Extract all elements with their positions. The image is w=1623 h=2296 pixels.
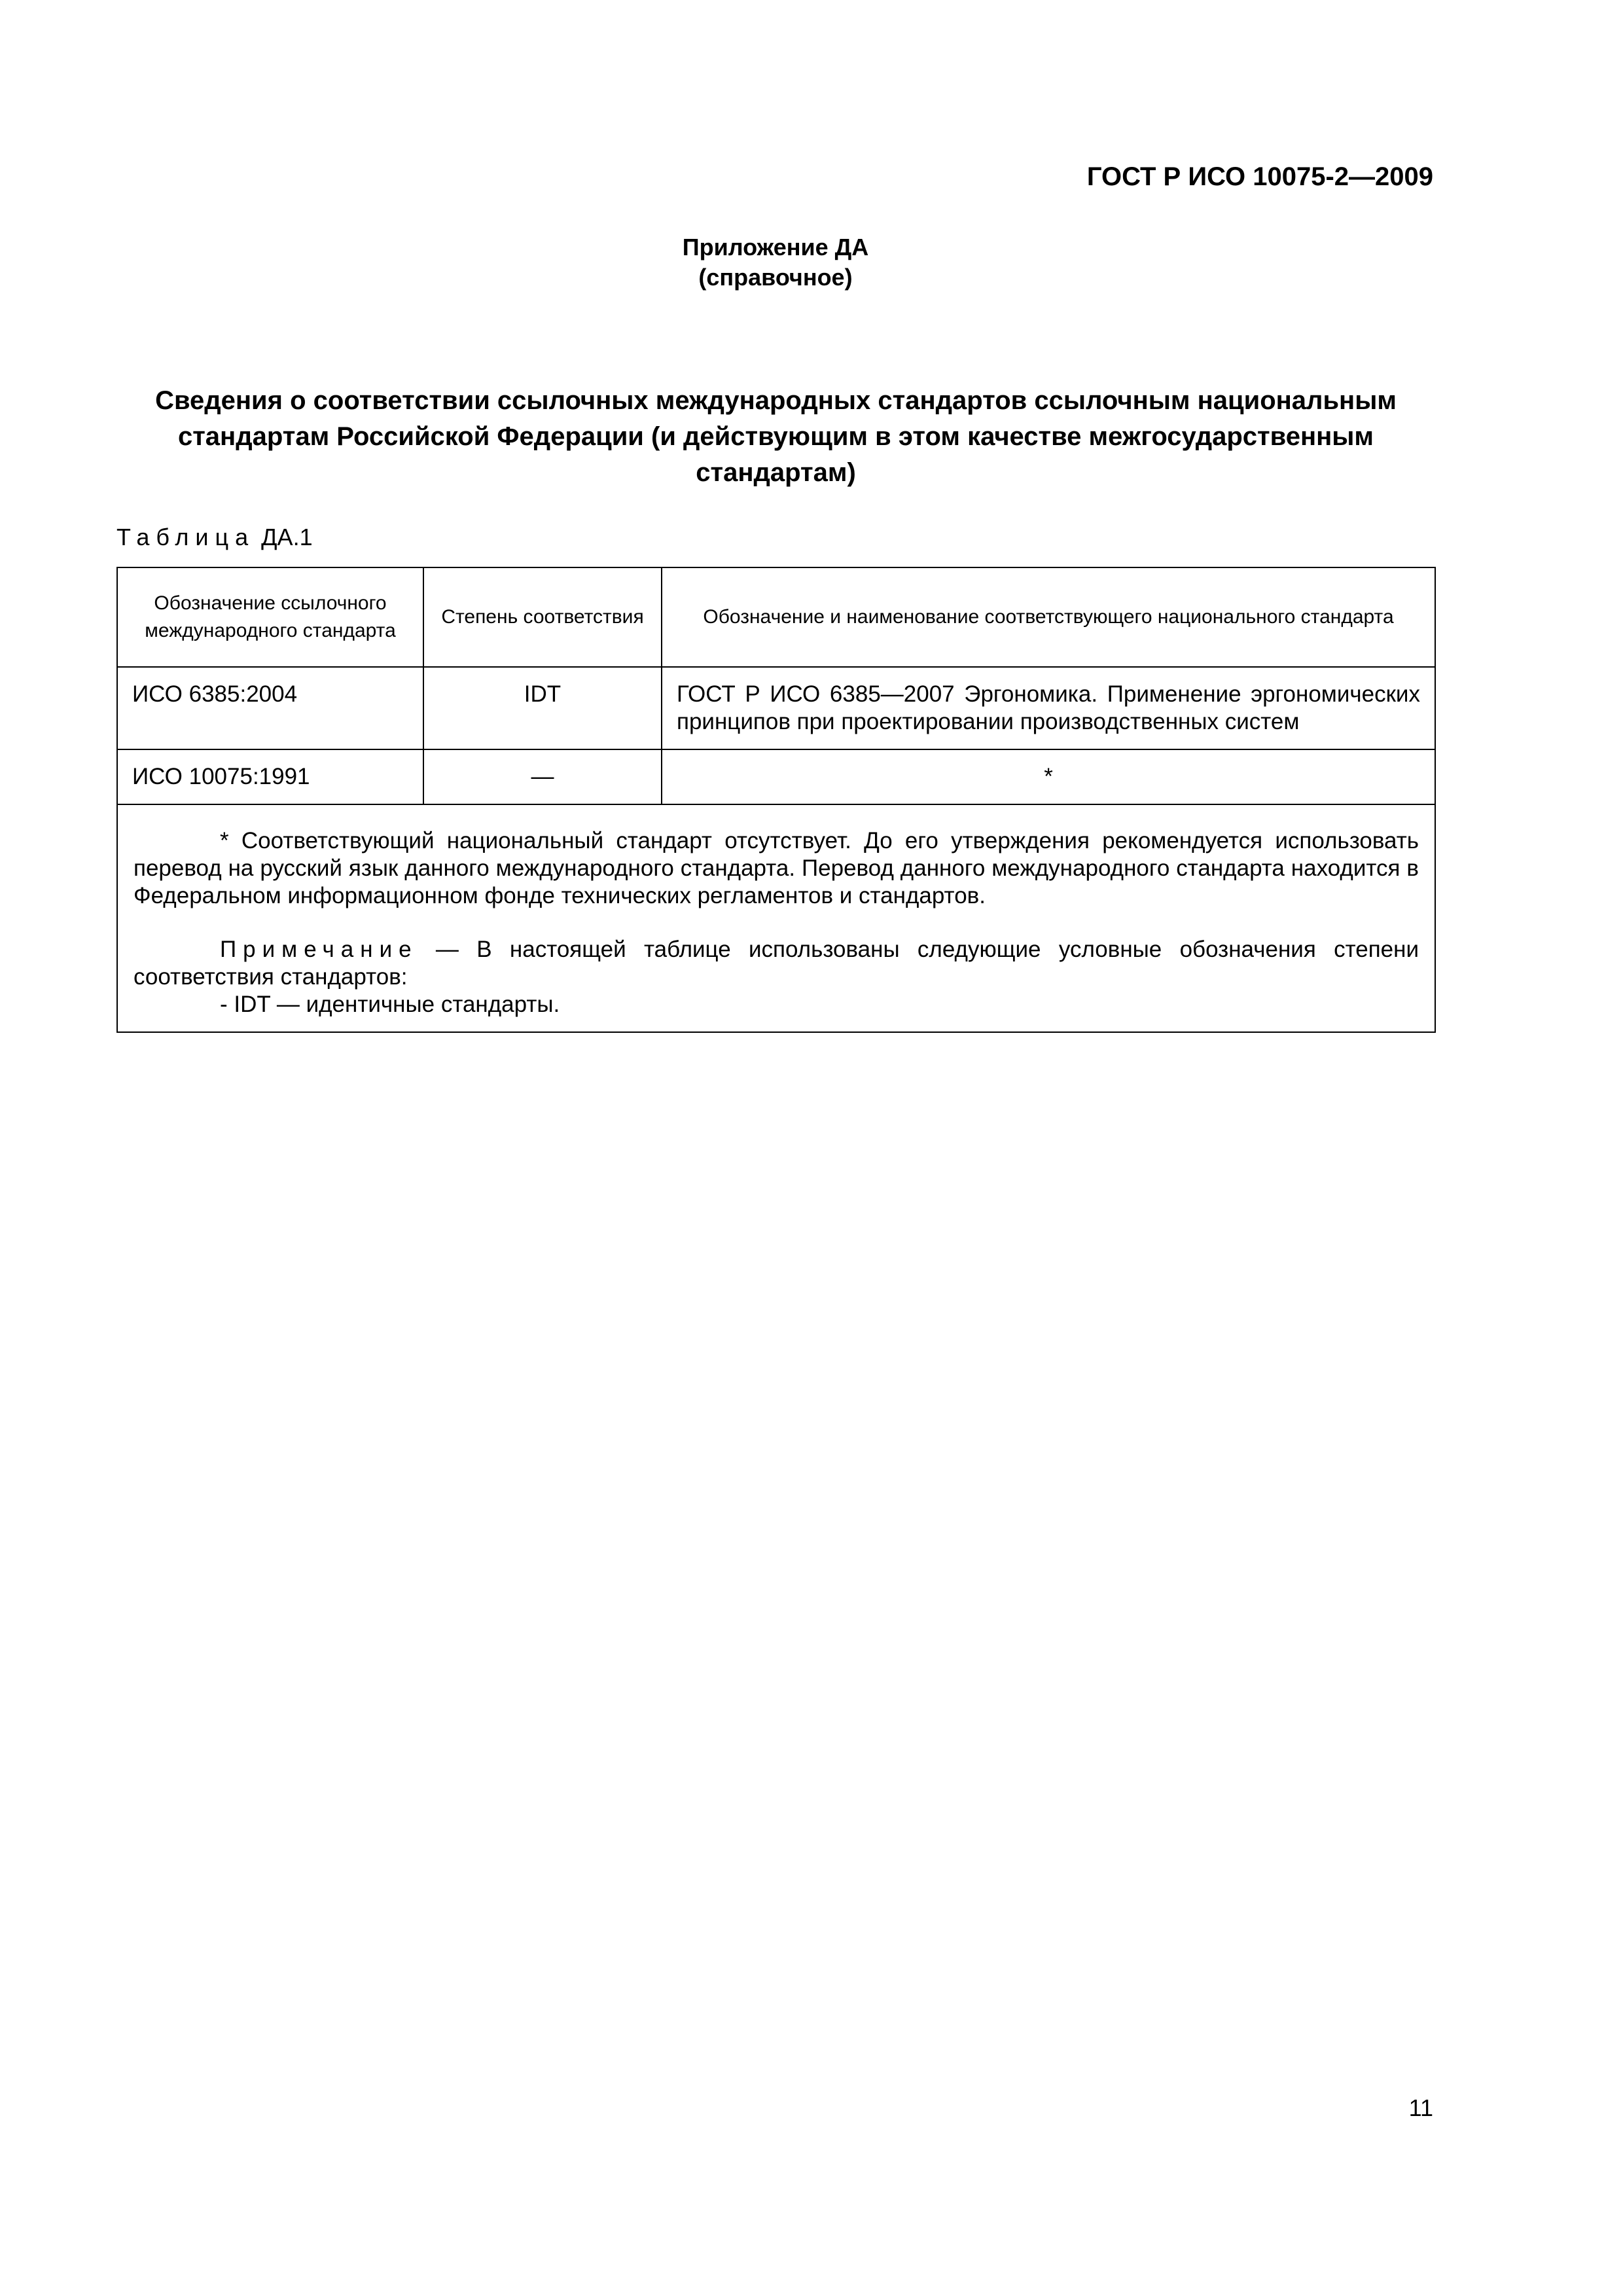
table-row [117,749,1435,804]
annex-subtitle: (справочное) [698,264,853,291]
cell-national: ГОСТ Р ИСО 6385—2007 Эргономика. Применение эргономических принципов при проектировании производственных систем [662,667,1435,749]
table-row [117,667,1435,749]
annex-block [0,232,1551,293]
column-header-national: Обозначение и наименование соответствующего национального стандарта [662,567,1435,667]
annex-title: Приложение ДА [682,234,869,260]
column-header-international: Обозначение ссылочного международного стандарта [117,567,423,667]
cell-degree: — [423,749,662,804]
table-caption [116,524,313,551]
table-header-row [117,567,1435,667]
cell-international: ИСО 6385:2004 [117,667,423,749]
note-label: Примечание [220,937,418,962]
footnote-text: * Соответствующий национальный стандарт отсутствует. До его утверждения рекомендуется использовать перевод на русский язык данного международного стандарта. Перевод данного международного стандарта находится в Федеральном информационном фонде технических регламентов и стандартов. [134,828,1419,908]
cell-international: ИСО 10075:1991 [117,749,423,804]
table-caption-word: Таблица [116,524,255,550]
note-paragraph [134,936,1419,991]
table-notes-row [117,804,1435,1032]
note-text: — В настоящей таблице использованы следующие условные обозначения степени соответствия стандартов: [134,937,1419,990]
section-heading: Сведения о соответствии ссылочных международных стандартов ссылочным национальным стандартам Российской Федерации (и действующим в этом качестве межгосударственным стандартам) [155,386,1397,487]
column-header-degree: Степень соответствия [423,567,662,667]
page-number: 11 [1408,2094,1433,2121]
table-caption-number: ДА.1 [261,524,313,550]
correspondence-table [116,567,1436,1033]
cell-degree: IDT [423,667,662,749]
cell-national: * [662,749,1435,804]
document-code: ГОСТ Р ИСО 10075-2—2009 [1086,162,1433,191]
notes-cell [117,804,1435,1032]
note-item: - IDT — идентичные стандарты. [220,992,560,1017]
